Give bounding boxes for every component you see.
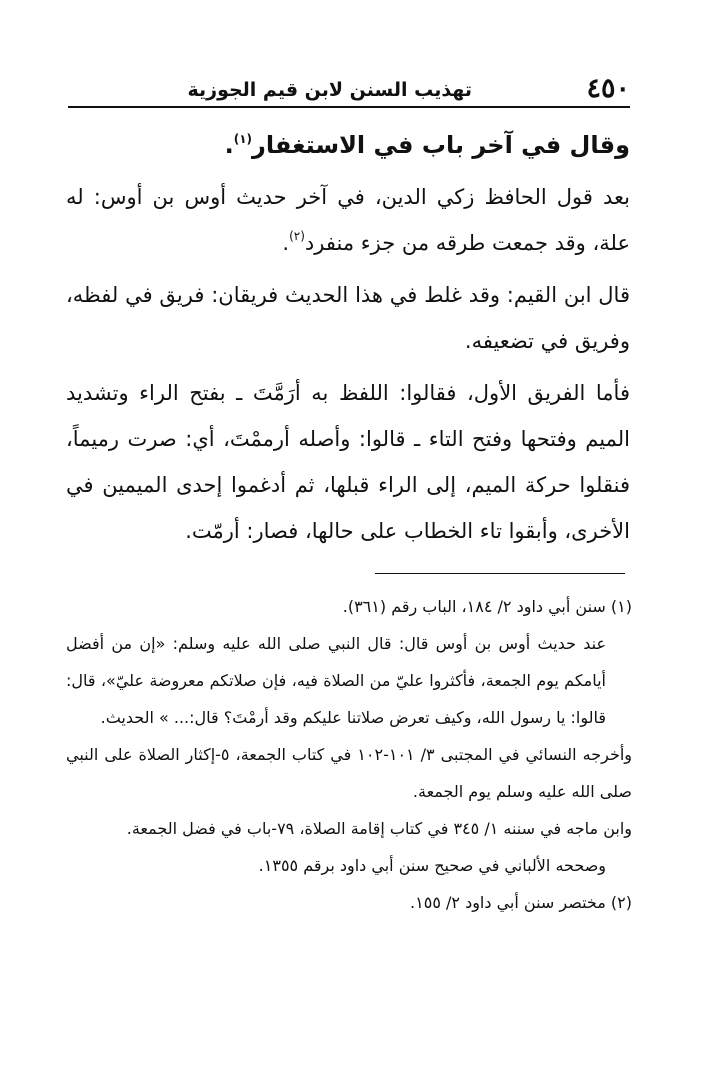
footnotes bbox=[66, 588, 632, 921]
footnote-1-ibn-majah: وابن ماجه في سننه ١/ ٣٤٥ في كتاب إقامة الصلاة، ٧٩-باب في فضل الجمعة. bbox=[126, 819, 632, 838]
footnote-1-hadith: عند حديث أوس بن أوس قال: قال النبي صلى الله عليه وسلم: «إن من أفضل أيامكم يوم الجمعة، فأكثروا عليّ من الصلاة فيه، فإن صلاتكم معروضة عليّ»، قال: قالوا: يا رسول الله، وكيف تعرض صلاتنا عليكم وقد أرمْتَ؟ قال:... » الحديث. bbox=[66, 634, 606, 727]
footnote-1-source: (١) سنن أبي داود ٢/ ١٨٤، الباب رقم (٣٦١). bbox=[342, 597, 632, 616]
paragraph-2: قال ابن القيم: وقد غلط في هذا الحديث فريقان: فريق في لفظه، وفريق في تضعيفه. bbox=[66, 283, 630, 353]
paragraph-3: فأما الفريق الأول، فقالوا: اللفظ به أرَمَّتَ ـ بفتح الراء وتشديد الميم وفتحها وفتح التاء ـ قالوا: وأصله أرممْتَ، أي: صرت رميماً، فنقلوا حركة الميم، إلى الراء قبلها، ثم أدغموا إحدى الميمين في الأخرى، وأبقوا تاء الخطاب على حالها، فصار: أرمّت. bbox=[66, 381, 630, 543]
running-header bbox=[68, 74, 630, 104]
footnote-separator bbox=[375, 573, 625, 574]
book-title: تهذيب السنن لابن قيم الجوزية bbox=[187, 79, 472, 101]
main-text bbox=[66, 122, 630, 560]
footnote-1-nasai: وأخرجه النسائي في المجتبى ٣/ ١٠١-١٠٢ في كتاب الجمعة، ٥-إكثار الصلاة على النبي صلى الله عليه وسلم يوم الجمعة. bbox=[66, 745, 633, 801]
header-rule bbox=[68, 106, 630, 108]
footnote-1-albani: وصححه الألباني في صحيح سنن أبي داود برقم ١٣٥٥. bbox=[258, 856, 606, 875]
paragraph-1-text: بعد قول الحافظ زكي الدين، في آخر حديث أوس بن أوس: له علة، وقد جمعت طرقه من جزء منفرد bbox=[66, 185, 630, 255]
section-heading bbox=[66, 122, 630, 168]
footnote-ref-1: (١) bbox=[233, 132, 253, 146]
page-number: ٤٥٠ bbox=[586, 73, 630, 104]
paragraph-1 bbox=[66, 174, 630, 266]
heading-end: . bbox=[224, 131, 234, 159]
heading-text: وقال في آخر باب في الاستغفار bbox=[252, 131, 630, 159]
footnote-2: (٢) مختصر سنن أبي داود ٢/ ١٥٥. bbox=[410, 893, 632, 912]
paragraph-1-end: . bbox=[282, 231, 290, 255]
footnote-ref-2: (٢) bbox=[289, 229, 305, 243]
